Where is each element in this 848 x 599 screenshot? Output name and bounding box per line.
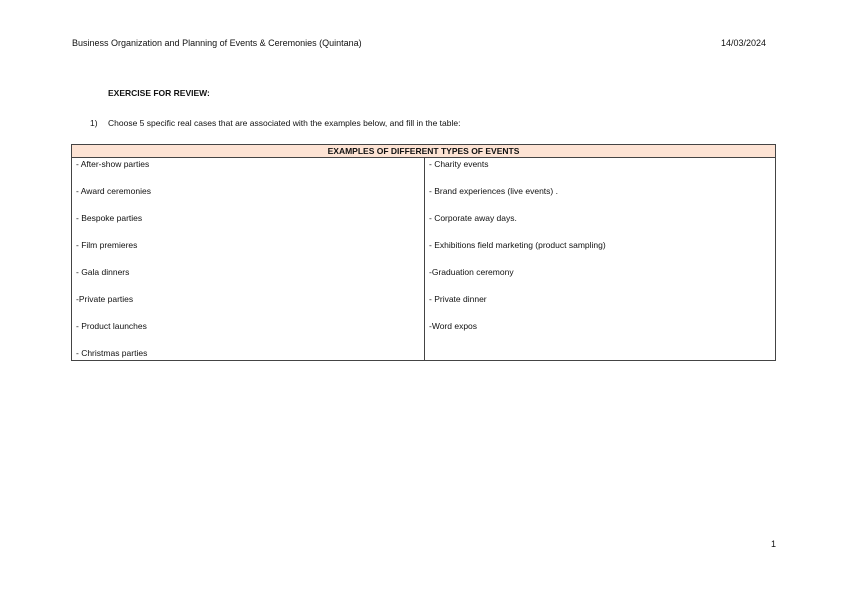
table-cell-right — [425, 347, 776, 361]
table-cell-left: - Product launches — [72, 320, 425, 347]
table-cell-right: -Graduation ceremony — [425, 266, 776, 293]
table-cell-left: -Private parties — [72, 293, 425, 320]
table-row — [72, 320, 776, 347]
table-header: EXAMPLES OF DIFFERENT TYPES OF EVENTS — [72, 145, 776, 158]
table-cell-right: - Brand experiences (live events) . — [425, 185, 776, 212]
page-number: 1 — [770, 539, 776, 549]
table-cell-left: - After-show parties — [72, 158, 425, 186]
table-cell-left: - Gala dinners — [72, 266, 425, 293]
table-row — [72, 158, 776, 186]
document-header-title: Business Organization and Planning of Events & Ceremonies (Quintana) — [72, 38, 362, 48]
table-cell-right: -Word expos — [425, 320, 776, 347]
instruction-text: Choose 5 specific real cases that are associated with the examples below, and fill in the table: — [108, 118, 461, 128]
instruction-number: 1) — [90, 118, 98, 128]
table-cell-right: - Private dinner — [425, 293, 776, 320]
table-cell-right: - Exhibitions field marketing (product sampling) — [425, 239, 776, 266]
table-cell-left: - Christmas parties — [72, 347, 425, 361]
table-cell-right: - Corporate away days. — [425, 212, 776, 239]
table-cell-left: - Film premieres — [72, 239, 425, 266]
table-cell-right: - Charity events — [425, 158, 776, 186]
exercise-heading: EXERCISE FOR REVIEW: — [108, 88, 210, 98]
table-row — [72, 239, 776, 266]
table-cell-left: - Award ceremonies — [72, 185, 425, 212]
table-row — [72, 212, 776, 239]
table-cell-left: - Bespoke parties — [72, 212, 425, 239]
table-row — [72, 293, 776, 320]
document-header-date: 14/03/2024 — [720, 38, 766, 48]
table-row — [72, 185, 776, 212]
event-types-table — [71, 144, 776, 361]
exercise-instruction — [90, 118, 460, 128]
table-row — [72, 266, 776, 293]
table-row — [72, 347, 776, 361]
